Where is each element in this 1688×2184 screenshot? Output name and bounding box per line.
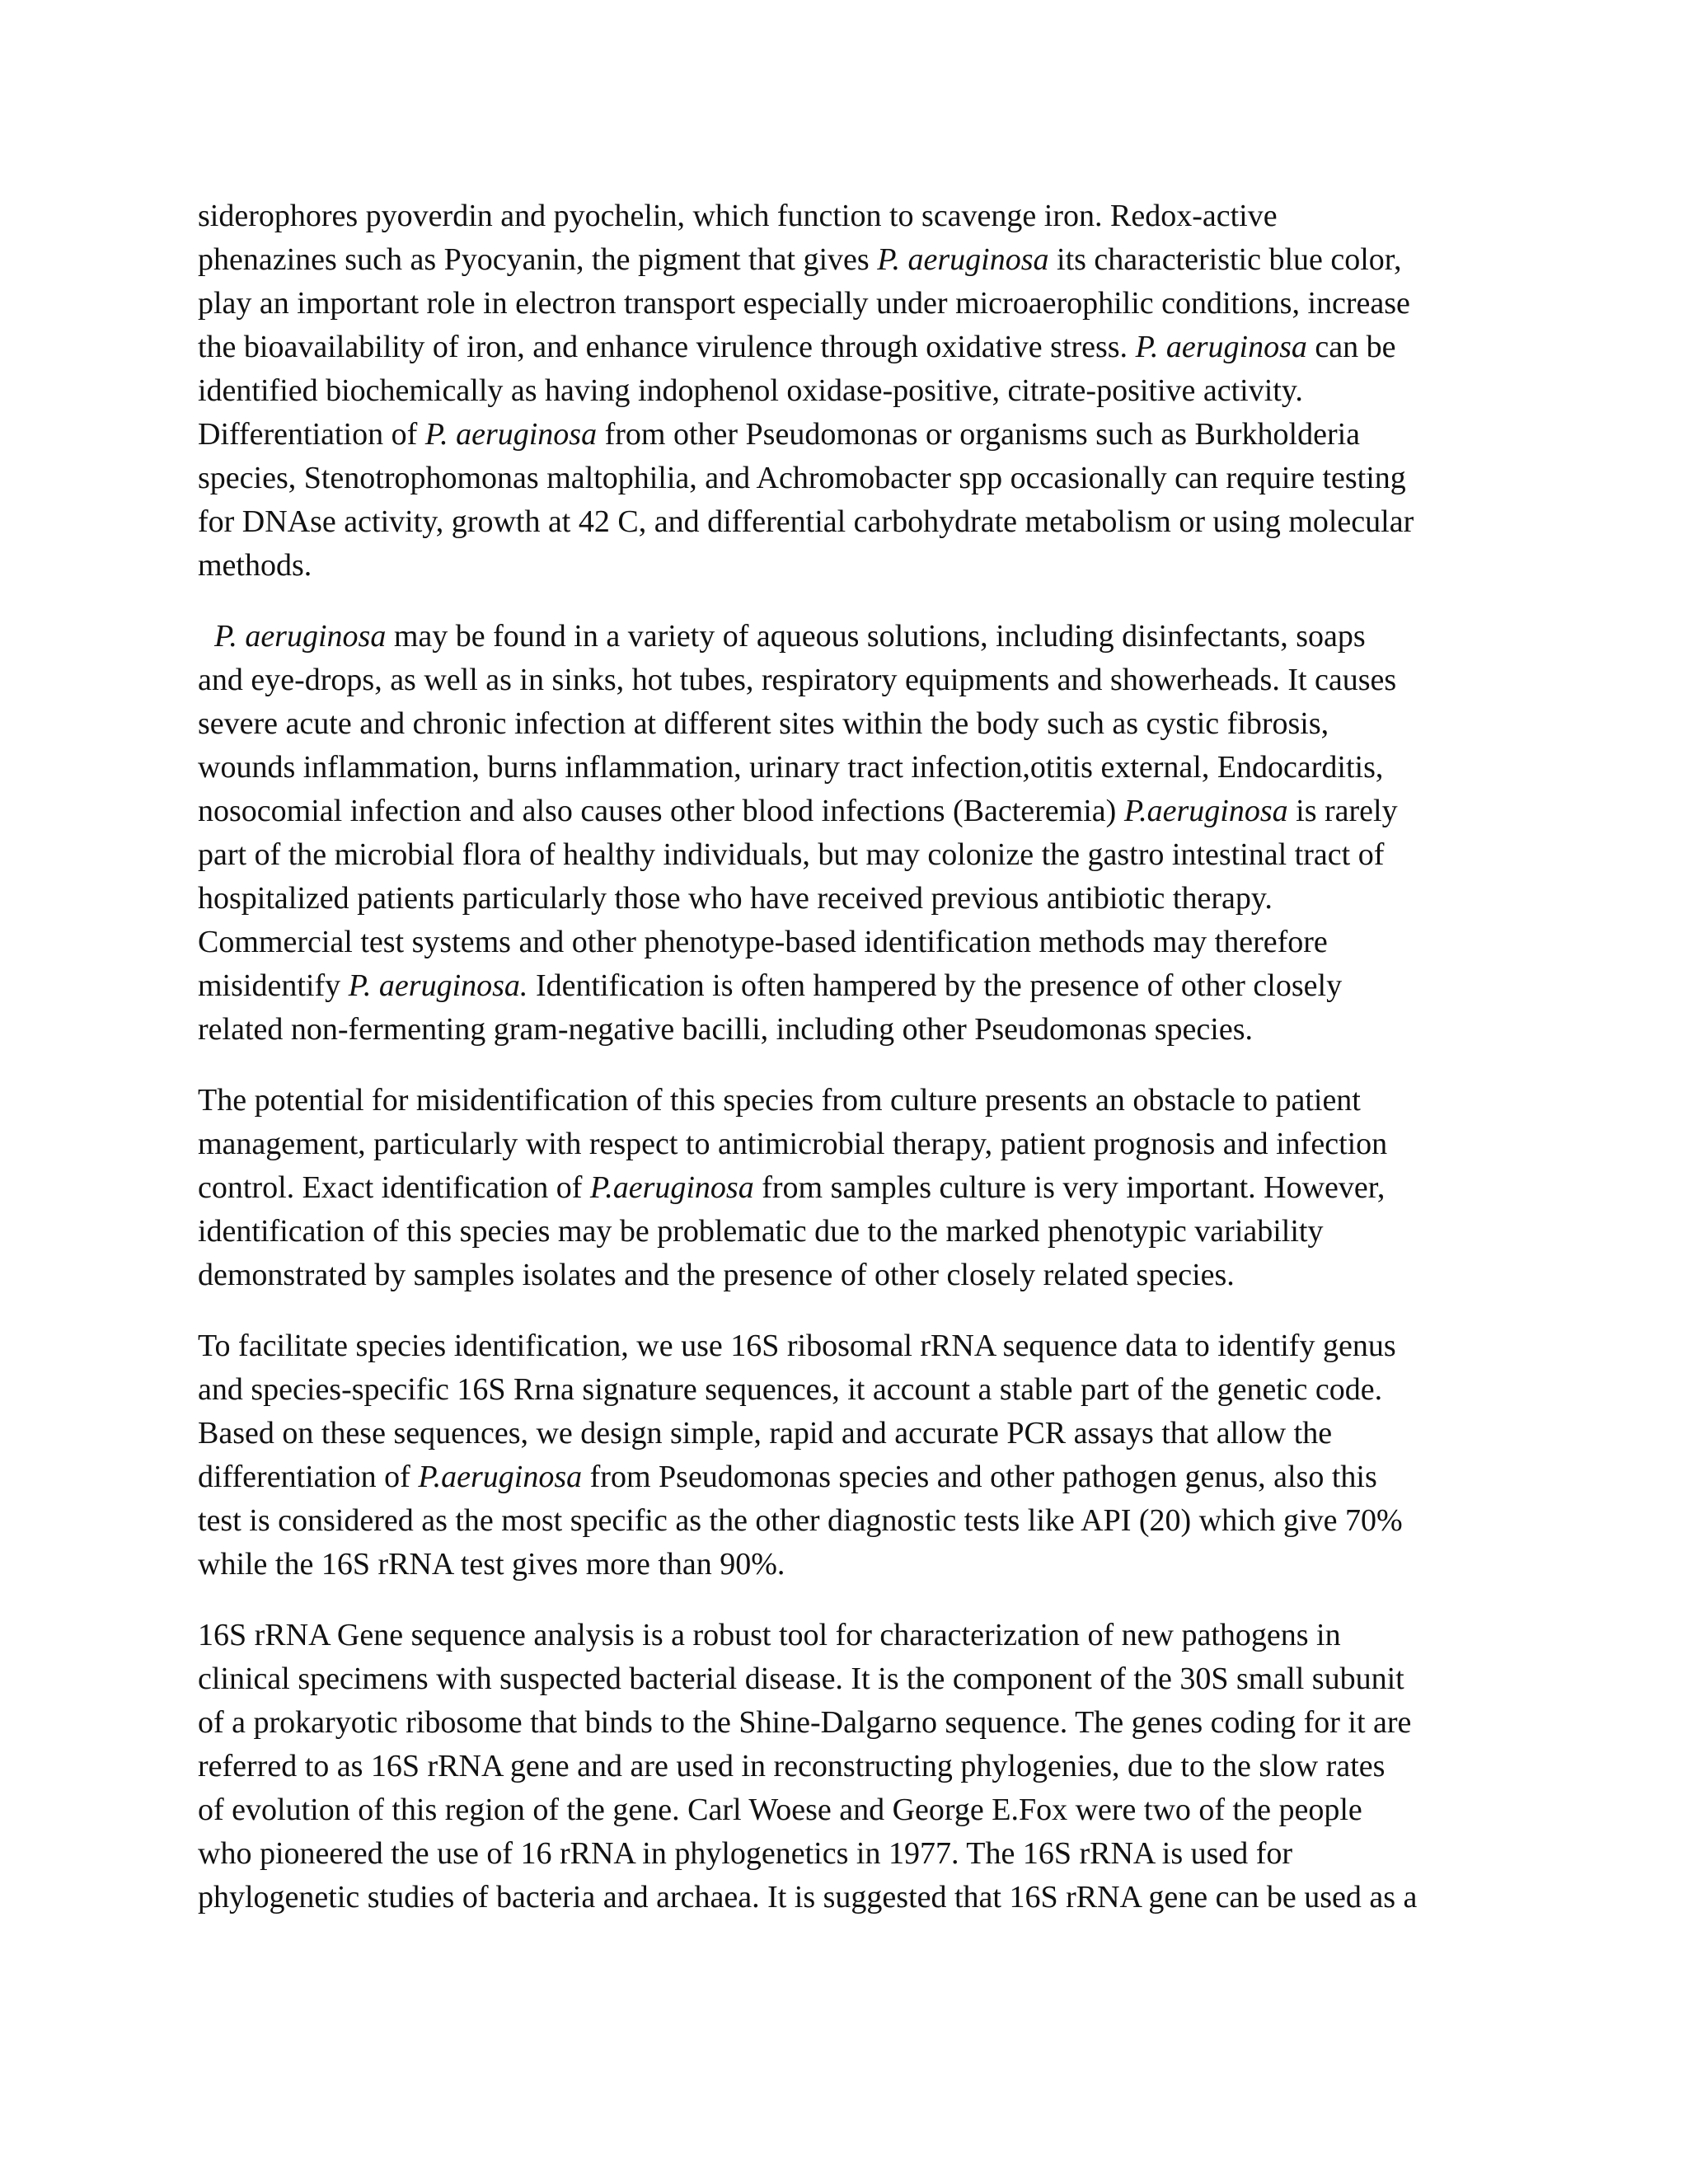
text-line	[198, 500, 1500, 544]
text-run: for DNAse activity, growth at 42 C, and differential carbohydrate metabolism or using molecular	[198, 504, 1414, 539]
text-line	[198, 238, 1500, 282]
text-line	[198, 1324, 1500, 1368]
text-run: identified biochemically as having indophenol oxidase-positive, citrate-positive activity.	[198, 373, 1303, 408]
text-run: part of the microbial flora of healthy individuals, but may colonize the gastro intestinal tract of	[198, 837, 1385, 872]
text-run: methods.	[198, 548, 312, 583]
text-run: phylogenetic studies of bacteria and archaea. It is suggested that 16S rRNA gene can be used as a	[198, 1880, 1418, 1915]
italic-text-run: P. aeruginosa	[214, 619, 387, 654]
paragraph	[198, 1324, 1500, 1586]
italic-text-run: P. aeruginosa	[424, 417, 598, 452]
text-run: The potential for misidentification of this species from culture presents an obstacle to patient	[198, 1083, 1361, 1118]
text-line	[198, 615, 1500, 658]
text-line	[198, 1079, 1500, 1122]
text-line	[198, 1166, 1500, 1210]
italic-text-run: P.aeruginosa	[418, 1460, 583, 1494]
text-line	[198, 282, 1500, 326]
text-line	[198, 877, 1500, 921]
document-body	[198, 194, 1500, 1947]
text-line	[198, 1657, 1500, 1701]
text-line	[198, 1368, 1500, 1412]
text-run: from samples culture is very important. However,	[753, 1170, 1386, 1205]
text-line	[198, 921, 1500, 964]
text-line	[198, 1122, 1500, 1166]
text-line	[198, 544, 1500, 588]
text-line	[198, 790, 1500, 833]
text-run: wounds inflammation, burns inflammation, urinary tract infection,otitis external, Endocarditis,	[198, 750, 1384, 785]
italic-text-run: P. aeruginosa	[877, 242, 1049, 277]
text-run: play an important role in electron transport especially under microaerophilic conditions, increase	[198, 286, 1410, 321]
text-run: hospitalized patients particularly those who have received previous antibiotic therapy.	[198, 881, 1273, 916]
text-run: management, particularly with respect to antimicrobial therapy, patient prognosis and infection	[198, 1127, 1388, 1161]
text-run: 16S rRNA Gene sequence analysis is a robust tool for characterization of new pathogens in	[198, 1618, 1341, 1652]
paragraph	[198, 615, 1500, 1052]
text-line	[198, 1412, 1500, 1455]
text-run: related non-fermenting gram-negative bacilli, including other Pseudomonas species.	[198, 1012, 1253, 1047]
italic-text-run: P. aeruginosa	[1135, 330, 1307, 364]
text-line	[198, 194, 1500, 238]
paragraph	[198, 1614, 1500, 1919]
text-line	[198, 702, 1500, 746]
text-run: To facilitate species identification, we use 16S ribosomal rRNA sequence data to identify genus	[198, 1329, 1396, 1363]
text-run: Differentiation of	[198, 417, 425, 452]
text-run: and eye-drops, as well as in sinks, hot tubes, respiratory equipments and showerheads. It causes	[198, 663, 1397, 697]
text-line	[198, 1008, 1500, 1052]
text-line	[198, 1832, 1500, 1876]
text-run: from other Pseudomonas or organisms such as Burkholderia	[597, 417, 1361, 452]
italic-text-run: P. aeruginosa.	[348, 968, 528, 1003]
text-line	[198, 1614, 1500, 1657]
text-line	[198, 369, 1500, 413]
text-run: species, Stenotrophomonas maltophilia, and Achromobacter spp occasionally can require testing	[198, 461, 1406, 495]
text-line	[198, 658, 1500, 702]
text-line	[198, 1876, 1500, 1919]
text-run: of a prokaryotic ribosome that binds to the Shine-Dalgarno sequence. The genes coding for it are	[198, 1705, 1412, 1740]
text-run: differentiation of	[198, 1460, 419, 1494]
italic-text-run: P.aeruginosa	[1123, 794, 1288, 828]
text-line	[198, 1788, 1500, 1832]
paragraph	[198, 194, 1500, 588]
text-line	[198, 1701, 1500, 1745]
text-run: Commercial test systems and other phenotype-based identification methods may therefore	[198, 925, 1328, 959]
text-run: severe acute and chronic infection at different sites within the body such as cystic fibrosis,	[198, 706, 1329, 741]
text-line	[198, 326, 1500, 369]
text-run: is rarely	[1287, 794, 1398, 828]
text-line	[198, 1745, 1500, 1788]
text-run: Identification is often hampered by the presence of other closely	[528, 968, 1343, 1003]
text-line	[198, 1210, 1500, 1254]
text-line	[198, 413, 1500, 457]
text-run: may be found in a variety of aqueous solutions, including disinfectants, soaps	[386, 619, 1366, 654]
text-run: the bioavailability of iron, and enhance virulence through oxidative stress.	[198, 330, 1136, 364]
text-line	[198, 833, 1500, 877]
paragraph	[198, 1079, 1500, 1297]
text-line	[198, 1455, 1500, 1499]
text-run: who pioneered the use of 16 rRNA in phylogenetics in 1977. The 16S rRNA is used for	[198, 1836, 1293, 1871]
text-run: from Pseudomonas species and other pathogen genus, also this	[582, 1460, 1377, 1494]
text-run: demonstrated by samples isolates and the presence of other closely related species.	[198, 1258, 1235, 1292]
text-run: identification of this species may be problematic due to the marked phenotypic variability	[198, 1214, 1324, 1249]
text-run: phenazines such as Pyocyanin, the pigment that gives	[198, 242, 878, 277]
text-run: control. Exact identification of	[198, 1170, 590, 1205]
text-run: of evolution of this region of the gene. Carl Woese and George E.Fox were two of the people	[198, 1793, 1362, 1827]
text-run: test is considered as the most specific as the other diagnostic tests like API (20) which give 70%	[198, 1503, 1403, 1538]
text-run: while the 16S rRNA test gives more than 90%.	[198, 1547, 785, 1582]
text-run: referred to as 16S rRNA gene and are used in reconstructing phylogenies, due to the slow rates	[198, 1749, 1386, 1783]
text-run: siderophores pyoverdin and pyochelin, which function to scavenge iron. Redox-active	[198, 199, 1278, 233]
text-line	[198, 1543, 1500, 1586]
italic-text-run: P.aeruginosa	[589, 1170, 754, 1205]
text-run: can be	[1306, 330, 1396, 364]
text-run: clinical specimens with suspected bacterial disease. It is the component of the 30S small subunit	[198, 1661, 1404, 1696]
text-run: nosocomial infection and also causes other blood infections (Bacteremia)	[198, 794, 1124, 828]
text-line	[198, 457, 1500, 500]
text-run: its characteristic blue color,	[1048, 242, 1402, 277]
text-line	[198, 964, 1500, 1008]
text-line	[198, 1499, 1500, 1543]
text-run: Based on these sequences, we design simple, rapid and accurate PCR assays that allow the	[198, 1416, 1333, 1451]
text-run: misidentify	[198, 968, 349, 1003]
text-line	[198, 746, 1500, 790]
text-run: and species-specific 16S Rrna signature sequences, it account a stable part of the genetic code.	[198, 1372, 1383, 1407]
text-line	[198, 1254, 1500, 1297]
